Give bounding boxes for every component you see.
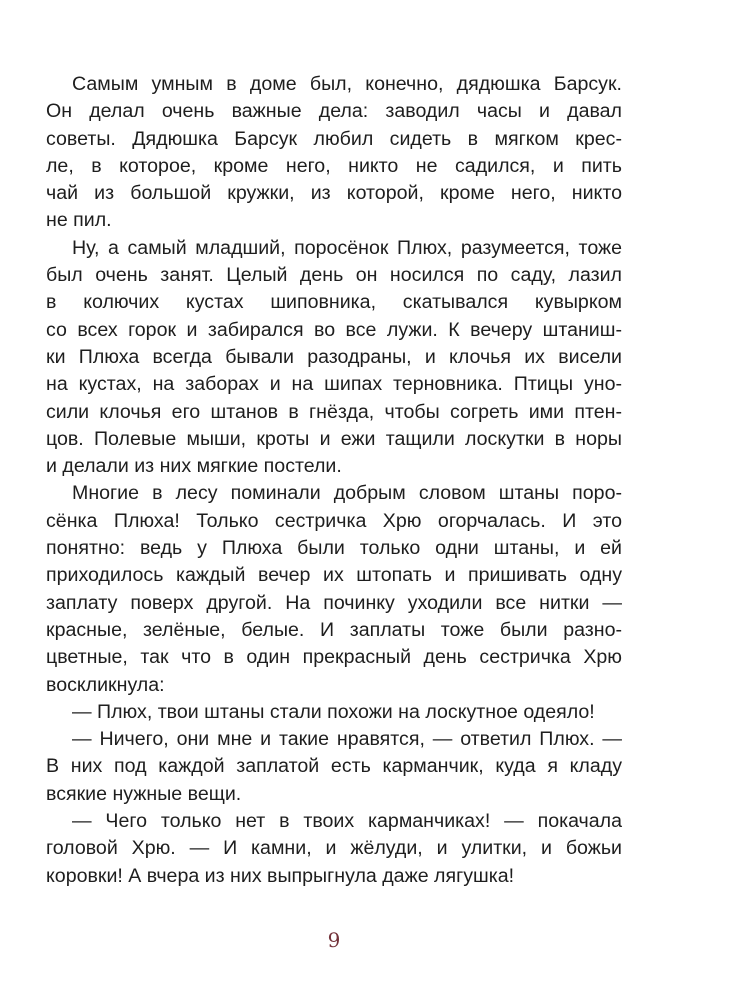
text-line: — Чего только нет в твоих карманчиках! — покачала	[72, 810, 622, 833]
text-line: заплату поверх другой. На починку уходили все нитки —	[46, 591, 622, 614]
text-line: В них под каждой заплатой есть карманчик, куда я кладу	[46, 755, 622, 778]
text-line: приходилось каждый вечер их штопать и пришивать одну	[46, 564, 622, 587]
text-line: Самым умным в доме был, конечно, дядюшка Барсук.	[72, 73, 622, 95]
text-line: в колючих кустах шиповника, скатывался кувырком	[46, 291, 622, 314]
text-line: сёнка Плюха! Только сестричка Хрю огорчалась. И это	[46, 509, 622, 532]
text-line: красные, зелёные, белые. И заплаты тоже были разно-	[46, 618, 622, 641]
paragraph	[46, 480, 622, 698]
text-line: Он делал очень важные дела: заводил часы и давал	[46, 100, 622, 123]
text-line: Ну, а самый младший, поросёнок Плюх, разумеется, тоже	[72, 236, 622, 259]
text-line: ки Плюха всегда бывали разодраны, и клочья их висели	[46, 345, 622, 368]
paragraph	[46, 235, 622, 481]
text-line: цов. Полевые мыши, кроты и ежи тащили лоскутки в норы	[46, 427, 622, 450]
text-line: был очень занят. Целый день он носился по саду, лазил	[46, 264, 622, 287]
text-line: советы. Дядюшка Барсук любил сидеть в мягком крес-	[46, 127, 622, 150]
text-line: головой Хрю. — И камни, и жёлуди, и улитки, и божьи	[46, 837, 622, 860]
text-line: на кустах, на заборах и на шипах терновника. Птицы уно-	[46, 373, 622, 396]
text-line: коровки! А вчера из них выпрыгнула даже лягушка!	[46, 864, 515, 887]
text-line: — Плюх, твои штаны стали похожи на лоскутное одеяло!	[72, 700, 595, 723]
page-number: 9	[327, 928, 341, 952]
paragraph	[46, 699, 622, 726]
paragraph	[46, 808, 622, 890]
text-line: и делали из них мягкие постели.	[46, 455, 342, 478]
text-line: понятно: ведь у Плюха были только одни штаны, и ей	[46, 537, 622, 560]
text-line: чай из большой кружки, из которой, кроме него, никто	[46, 182, 622, 205]
text-line: ле, в которое, кроме него, никто не садился, и пить	[46, 154, 622, 177]
text-line: со всех горок и забирался во все лужи. К вечеру штаниш-	[46, 318, 622, 341]
text-line: не пил.	[46, 209, 112, 232]
text-line: Многие в лесу поминали добрым словом штаны поро-	[72, 482, 622, 505]
text-line: цветные, так что в один прекрасный день сестричка Хрю	[46, 646, 622, 669]
story-text	[46, 71, 622, 890]
text-line: — Ничего, они мне и такие нравятся, — ответил Плюх. —	[72, 728, 622, 751]
text-line: сили клочья его штанов в гнёзда, чтобы согреть ими птен-	[46, 400, 622, 423]
paragraph	[46, 726, 622, 808]
paragraph	[46, 71, 622, 235]
text-line: всякие нужные вещи.	[46, 782, 242, 805]
text-line: воскликнула:	[46, 673, 165, 696]
